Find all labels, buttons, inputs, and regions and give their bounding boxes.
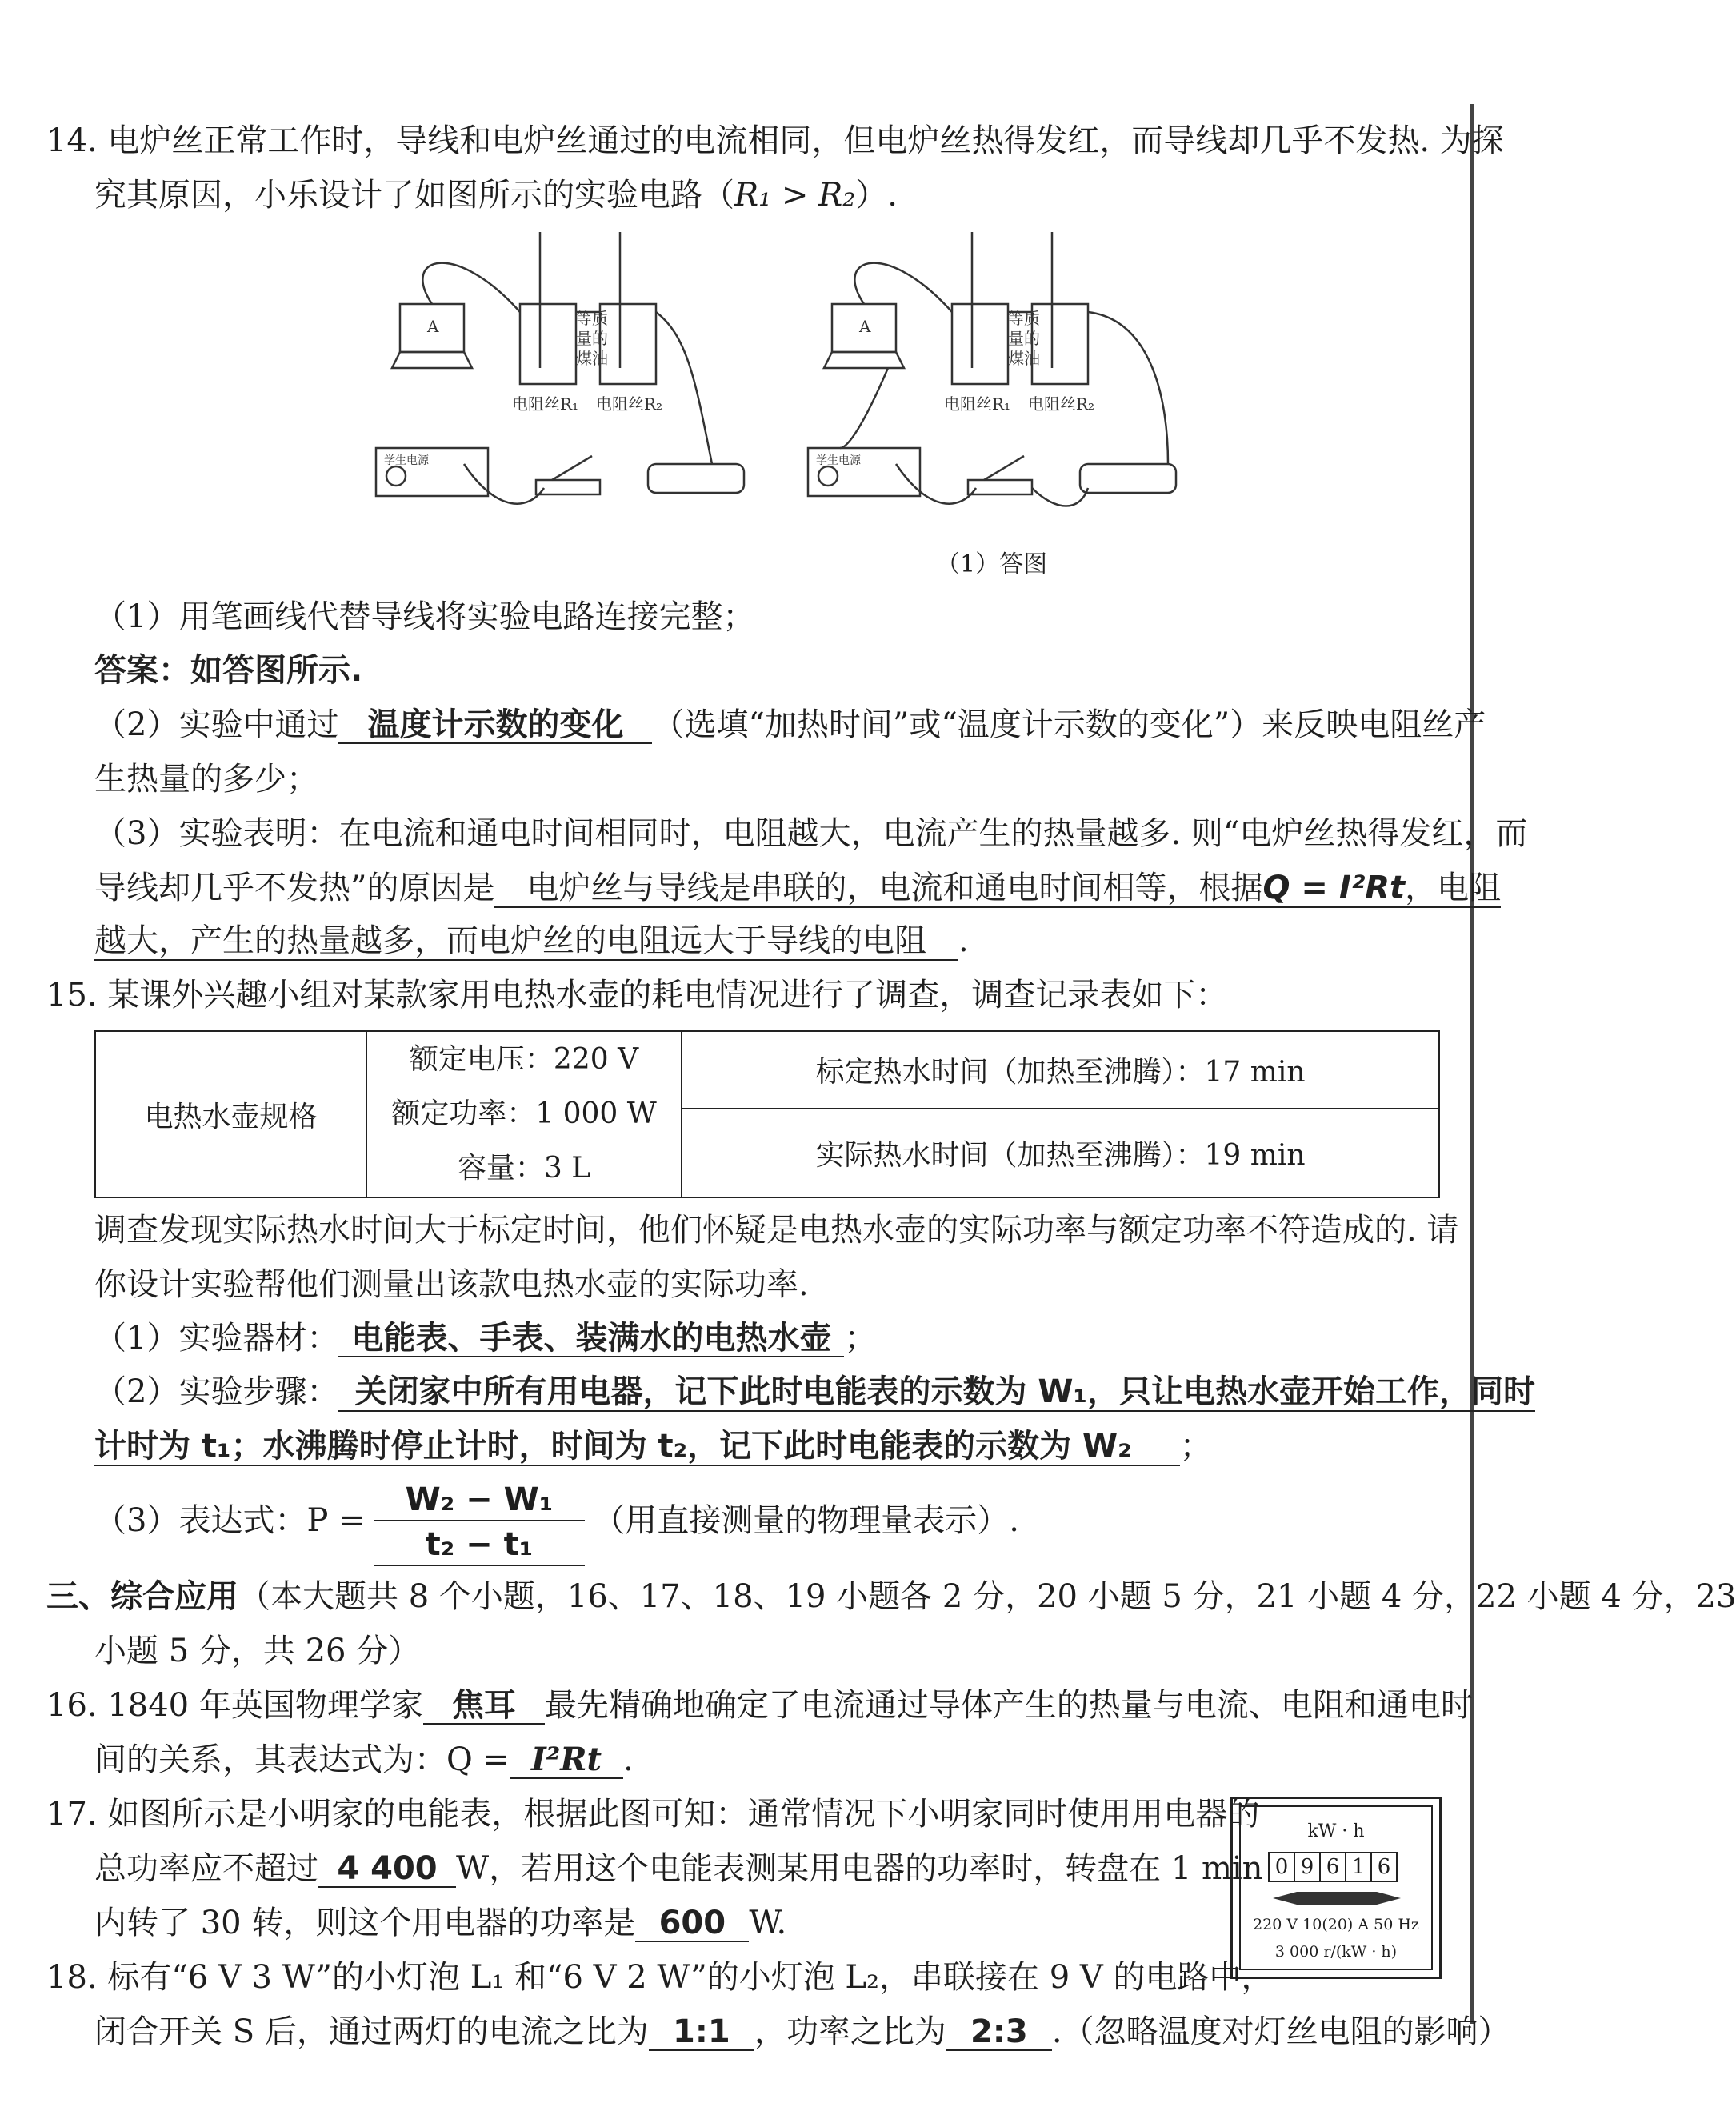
circuit-diagram	[336, 224, 1216, 592]
q15-para1: 调查发现实际热水时间大于标定时间，他们怀疑是电热水壶的实际功率与额定功率不符造成的. 请	[94, 1212, 1459, 1249]
q15-para2: 你设计实验帮他们测量出该款电热水壶的实际功率.	[94, 1266, 809, 1303]
q14-part3-line2: 导线却几乎不发热”的原因是 电炉丝与导线是串联的，电流和通电时间相等，根据Q = I²Rt，电阻	[94, 870, 1502, 906]
q15-part3: （3）表达式：P = $\frac{\text{W₂ − W₁}}{\text{t₂ − t₁}}$ （用直接测量的物理量表示）.	[94, 1480, 1019, 1566]
q18-line1: 18. 标有“6 V 3 W”的小灯泡 L₁ 和“6 V 2 W”的小灯泡 L₂，串联接在 9 V 的电路中，	[46, 1959, 1274, 1996]
q14-line1: 14. 电炉丝正常工作时，导线和电炉丝通过的电流相同，但电炉丝热得发红，而导线却几乎不发热. 为探	[46, 122, 1504, 159]
ammeter-symbol-right: A	[859, 317, 871, 336]
oil-label-1-left: 等质	[576, 309, 608, 328]
page-right-border	[1470, 104, 1474, 2024]
energy-meter-figure	[1230, 1797, 1442, 1979]
q15-line1: 15. 某课外兴趣小组对某款家用电热水壶的耗电情况进行了调查，调查记录表如下：	[46, 977, 1228, 1014]
figure-caption: （1）答图	[936, 550, 1048, 578]
q14-part2-answer: 温度计示数的变化	[338, 707, 652, 744]
meter-constant: 3 000 r/(kW · h)	[1274, 1943, 1398, 1961]
section3-line1: 三、综合应用（本大题共 8 个小题，16、17、18、19 小题各 2 分，20 小题 5 分，21 小题 4 分，22 小题 4 分，23	[46, 1577, 1736, 1615]
right-circuit	[808, 232, 1176, 506]
q14-part3-line3: 越大，产生的热量越多，而电炉丝的电阻远大于导线的电阻 .	[94, 922, 969, 959]
q14-part1: （1）用笔画线代替导线将实验电路连接完整；	[94, 598, 755, 635]
r2-label-left: 电阻丝R₂	[596, 394, 663, 414]
q18-answer2: 2:3	[946, 2014, 1052, 2051]
q18-line2: 闭合开关 S 后，通过两灯的电流之比为 1:1 ，功率之比为 2:3 .（忽略温度对灯丝电阻的影响）	[94, 2013, 1510, 2050]
power-label-right: 学生电源	[816, 454, 861, 467]
oil-label-2-left: 量的	[576, 329, 608, 348]
q16-answer1: 焦耳	[423, 1688, 545, 1725]
left-circuit	[376, 232, 744, 504]
meter-rating: 220 V 10(20) A 50 Hz	[1253, 1916, 1419, 1933]
spec-label-cell: 电热水壶规格	[95, 1031, 366, 1197]
kettle-spec-table	[94, 1030, 1440, 1198]
r2-label-right: 电阻丝R₂	[1028, 394, 1095, 414]
r1-label-right: 电阻丝R₁	[944, 394, 1011, 414]
oil-label-3-right: 煤油	[1008, 349, 1040, 368]
q16-answer2: I²Rt	[510, 1742, 623, 1779]
q14-part2: （2）实验中通过 温度计示数的变化 （选填“加热时间”或“温度计示数的变化”）来反映电阻丝产	[94, 706, 1486, 743]
section3-line2: 小题 5 分，共 26 分）	[94, 1633, 421, 1669]
meter-unit: kW · h	[1307, 1821, 1365, 1841]
q14-part3-answer-c: 越大，产生的热量越多，而电炉丝的电阻远大于导线的电阻	[94, 922, 958, 961]
q16-line2: 间的关系，其表达式为：Q = I²Rt .	[94, 1741, 634, 1778]
rated-time-cell: 标定热水时间（加热至沸腾）：17 min	[682, 1031, 1439, 1109]
q14-part1-answer: 答案：如答图所示.	[94, 652, 363, 689]
r1-label-left: 电阻丝R₁	[512, 394, 579, 414]
q17-line2: 总功率应不超过 4 400 W，若用这个电能表测某用电器的功率时，转盘在 1 min	[94, 1850, 1263, 1887]
oil-label-2-right: 量的	[1008, 329, 1040, 348]
power-label-left: 学生电源	[384, 454, 429, 467]
oil-label-3-left: 煤油	[576, 349, 608, 368]
oil-label-1-right: 等质	[1008, 309, 1040, 328]
actual-time-cell: 实际热水时间（加热至沸腾）：19 min	[682, 1109, 1439, 1197]
q14-part3-line1: （3）实验表明：在电流和通电时间相同时，电阻越大，电流产生的热量越多. 则“电炉丝热得发红，而	[94, 815, 1528, 852]
spec-values-cell: 额定电压：220 V 额定功率：1 000 W 容量：3 L	[366, 1031, 682, 1197]
ammeter-symbol-left: A	[427, 317, 439, 336]
q15-part2-answer-a: 关闭家中所有用电器，记下此时电能表的示数为 W₁，只让电热水壶开始工作，同时	[338, 1373, 1535, 1412]
meter-digits: 0 9 6 1 6	[1268, 1852, 1396, 1882]
q16-line1: 16. 1840 年英国物理学家 焦耳 最先精确地确定了电流通过导体产生的热量与电流、电阻和通电时	[46, 1687, 1473, 1724]
q15-part2-line2: 计时为 t₁；水沸腾时停止计时，时间为 t₂，记下此时电能表的示数为 W₂ ；	[94, 1428, 1212, 1465]
q14-line2: 究其原因，小乐设计了如图所示的实验电路（R₁ > R₂）.	[94, 177, 898, 214]
q15-part1-answer: 电能表、手表、装满水的电热水壶	[338, 1321, 844, 1357]
q17-answer2: 600	[635, 1905, 749, 1942]
q18-answer1: 1:1	[649, 2014, 754, 2051]
q17-line3: 内转了 30 转，则这个用电器的功率是 600 W.	[94, 1905, 787, 1941]
q14-part3-answer-a: 电炉丝与导线是串联的，电流和通电时间相等，根据Q = I²Rt，电阻	[494, 870, 1501, 908]
q14-part2-line2: 生热量的多少；	[94, 761, 318, 798]
q15-expression: $\frac{\text{W₂ − W₁}}{\text{t₂ − t₁}}$	[374, 1480, 586, 1566]
q17-line1: 17. 如图所示是小明家的电能表，根据此图可知：通常情况下小明家同时使用用电器的	[46, 1796, 1260, 1833]
q15-part2: （2）实验步骤： 关闭家中所有用电器，记下此时电能表的示数为 W₁，只让电热水壶开始工作，同时	[94, 1373, 1536, 1410]
q15-part1: （1）实验器材： 电能表、手表、装满水的电热水壶 ；	[94, 1320, 877, 1357]
q17-answer1: 4 400	[318, 1851, 456, 1888]
q15-part2-answer-b: 计时为 t₁；水沸腾时停止计时，时间为 t₂，记下此时电能表的示数为 W₂	[94, 1428, 1180, 1466]
meter-disk-icon	[1265, 1889, 1409, 1908]
